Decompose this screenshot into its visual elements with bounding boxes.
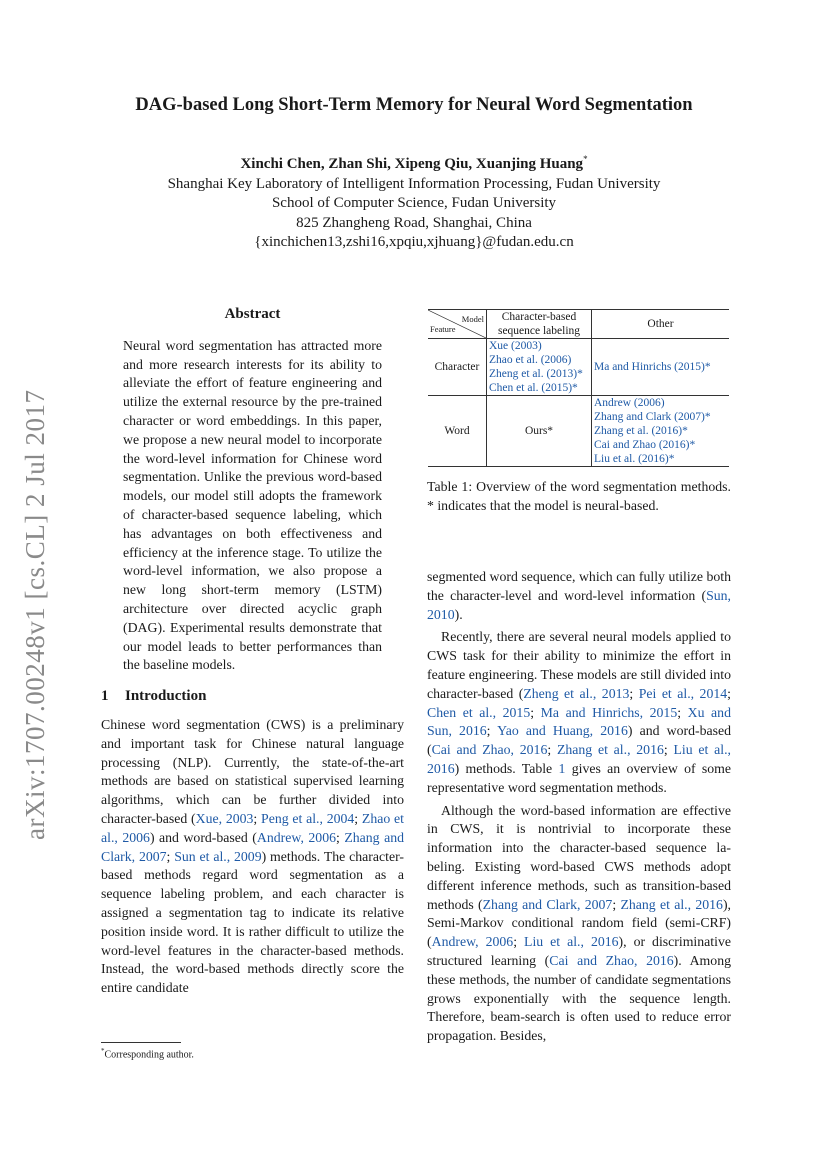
citation[interactable]: Sun et al., 2009 — [174, 848, 262, 864]
citation[interactable]: Zhao et al., 2006 — [101, 810, 404, 845]
abstract-text: Neural word segmentation has attracted more and more research interests for its ability to alleviate the effort of feature engineering and utilize the external resource by the pre-trained character or word embeddings. In this paper, we propose a new neural model to incorporate the word-level information for Chinese word segmentation. Unlike the previous word-based models, our model still adopts the framework of character-based sequence labeling, which has advantages on both effectiveness and efficiency at the inference stage. To utilize the word-level information, we also propose a new long short-term memory (LSTM) architecture over directed acyclic graph (DAG). Experimental results demonstrate that our model leads to better performances than the baseline models. — [123, 337, 382, 673]
footnote-text: Corresponding author. — [104, 1049, 194, 1061]
affiliation-1: Shanghai Key Laboratory of Intelligent Information Processing, Fudan University — [167, 175, 661, 192]
table-citation[interactable]: Xue (2003) — [489, 340, 542, 352]
intro-paragraph-2: Recently, there are several neural models applied to CWS task for their ability to minimize the effort in feature engineering. These models are still divided into character-based (Zheng et al., 2013; Pei et al., 2014; Chen et al., 2015; Ma and Hinrichs, 2015; Xu and Sun, 2016; Yao and Huang, 2016) and word-based (Cai and Zhao, 2016; Zhang et al., 2016; Liu et al., 2016) methods. Table 1 gives an overview of some representative word segmentation methods. — [427, 629, 732, 795]
citation[interactable]: Liu et al., 2016 — [524, 934, 619, 950]
table-header-col-2: Other — [592, 310, 730, 339]
table-citation[interactable]: Zheng et al. (2013)* — [489, 368, 583, 380]
citation[interactable]: Yao and Huang, 2016 — [497, 723, 628, 739]
citation[interactable]: Chen et al., 2015 — [427, 704, 531, 720]
intro-paragraph-3: Although the word-based information are effective in CWS, it is nontrivial to incorporate these information into the character-based sequence labeling. Existing word-based CWS methods adopt different inference methods, such as transition-based methods (Zhang and Clark, 2007; Zhang et al., 2016), Semi-Markov conditional random field (semi-CRF) (Andrew, 2006; Liu et al., 2016), or discriminative structured learning (Cai and Zhao, 2016). Among these methods, the number of candidate segmentations grows exponentially with the sequence length. Therefore, beam-search is often used to reduce error propagation. Besides, — [427, 802, 731, 1044]
table-cell-ours: Ours* — [487, 396, 592, 467]
section-heading-introduction — [101, 687, 404, 706]
table-row-label-character: Character — [428, 339, 487, 396]
citation[interactable]: Cai and Zhao, 2016 — [549, 952, 674, 968]
arxiv-watermark-text: arXiv:1707.00248v1 [cs.CL] 2 Jul 2017 — [20, 389, 50, 840]
citation[interactable]: Andrew, 2006 — [431, 934, 514, 950]
table-cell-word-other — [592, 396, 730, 467]
citation[interactable]: Zhang and Clark, 2007 — [101, 829, 404, 864]
footnote — [101, 1042, 404, 1060]
table-citation[interactable]: Liu et al. (2016)* — [594, 453, 675, 465]
citation[interactable]: Andrew, 2006 — [256, 829, 336, 845]
table-citation[interactable]: Cai and Zhao (2016)* — [594, 439, 696, 451]
citation[interactable]: Zheng et al., 2013 — [523, 685, 630, 701]
citation[interactable]: Cai and Zhao, 2016 — [431, 742, 548, 758]
author-block — [0, 150, 828, 253]
table-citation[interactable]: Zhang et al. (2016)* — [594, 425, 688, 437]
right-column — [427, 568, 731, 1046]
citation[interactable]: Sun, 2010 — [427, 587, 731, 622]
corner-model-label: Model — [461, 314, 484, 324]
section-number: 1 — [101, 688, 109, 705]
author-names: Xinchi Chen, Zhan Shi, Xipeng Qiu, Xuanjing Huang — [240, 156, 584, 172]
abstract-heading: Abstract — [224, 306, 281, 322]
citation[interactable]: Liu et al., 2016 — [427, 742, 731, 776]
address: 825 Zhangheng Road, Shanghai, China — [296, 214, 532, 231]
left-column — [101, 305, 404, 998]
citation[interactable]: Zhang and Clark, 2007 — [482, 896, 613, 912]
table-caption: Table 1: Overview of the word segmentation methods. * indicates that the model is neural-based. — [427, 479, 731, 513]
intro-paragraph-1-continued: segmented word sequence, which can fully utilize both the character-level and word-level information (Sun, 2010). — [427, 569, 731, 622]
citation[interactable]: Xu and Sun, 2016 — [427, 704, 731, 739]
footnote-rule — [101, 1042, 181, 1043]
table-reference[interactable]: 1 — [558, 760, 566, 776]
intro-paragraph-1: Chinese word segmentation (CWS) is a preliminary and important task for Chinese natural language processing (NLP). Currently, the state-of-the-art methods are based on statistical supervised learning algorithms, which can be further divided into character-based (Xue, 2003; Peng et al., 2004; Zhao et al., 2006) and word-based (Andrew, 2006; Zhang and Clark, 2007; Sun et al., 2009) methods. The character-based methods regard word segmentation as a sequence labeling problem, and each character is assigned a segmentation tag to indicate its relative position inside word. It is rather difficult to utilize the word-level features in the character-based methods. Instead, the word-based methods directly score the entire candidate — [101, 716, 404, 996]
table-citation[interactable]: Chen et al. (2015)* — [489, 382, 578, 394]
citation[interactable]: Pei et al., 2014 — [638, 685, 728, 701]
table-citation[interactable]: Zhang and Clark (2007)* — [594, 411, 711, 423]
footnote-mark: * — [101, 1047, 105, 1055]
overview-table — [428, 309, 729, 467]
table-citation[interactable]: Ma and Hinrichs (2015)* — [592, 339, 730, 396]
author-mark: * — [583, 154, 588, 164]
citation[interactable]: Xue, 2003 — [195, 810, 254, 826]
table-citation[interactable]: Zhao et al. (2006) — [489, 354, 572, 366]
table-citation[interactable]: Andrew (2006) — [594, 397, 665, 409]
citation[interactable]: Zhang et al., 2016 — [620, 896, 723, 912]
citation[interactable]: Ma and Hinrichs, 2015 — [540, 704, 678, 720]
citation[interactable]: Zhang et al., 2016 — [556, 742, 664, 758]
email: {xinchichen13,zshi16,xpqiu,xjhuang}@fudan.edu.cn — [254, 234, 574, 250]
affiliation-2: School of Computer Science, Fudan University — [271, 195, 557, 211]
table-header-col-1: Character-based sequence labeling — [487, 310, 592, 339]
corner-feature-label: Feature — [430, 324, 456, 334]
paper-title: DAG-based Long Short-Term Memory for Neural Word Segmentation — [135, 95, 693, 115]
table-corner-cell — [428, 310, 487, 339]
section-title: Introduction — [125, 688, 207, 705]
citation[interactable]: Peng et al., 2004 — [261, 810, 355, 826]
table-cell-character-seq — [487, 339, 592, 396]
table-row-label-word: Word — [428, 396, 487, 467]
